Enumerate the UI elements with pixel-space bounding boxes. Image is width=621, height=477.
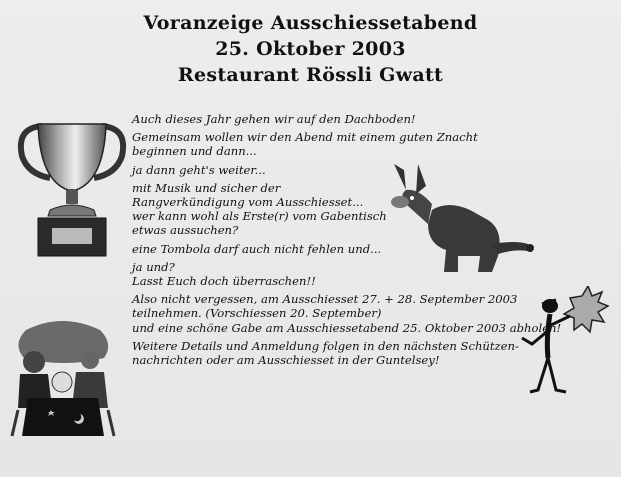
event-venue: Restaurant Rössli Gwatt [177,64,444,86]
text-line: Gemeinsam wollen wir den Abend mit einem guten Znacht [132,130,478,145]
flyer-body [132,112,592,371]
text-line: ja und? [132,259,175,274]
text-line: etwas aussuchen? [132,223,239,238]
paragraph-dinner [132,130,592,158]
text-line: Also nicht vergessen, am Ausschiesset 27. + 28. September 2003 [132,292,518,307]
text-line: Auch dieses Jahr gehen wir auf den Dachboden! [132,112,416,126]
text-line: nachrichten oder am Ausschiesset in der Guntelsey! [132,353,440,368]
text-line: ja dann geht's weiter... [132,162,266,177]
text-line: und eine schöne Gabe am Ausschiessetabend 25. Oktober 2003 abholen! [132,320,562,335]
paragraph-music [132,181,592,238]
paragraph-details [132,339,592,367]
event-title: Voranzeige Ausschiessetabend [143,12,478,34]
paragraph-reminder [132,292,592,335]
text-line: eine Tombola darf auch nicht fehlen und... [132,241,382,256]
text-line: mit Musik und sicher der [132,180,281,195]
text-line: Lasst Euch doch überraschen!! [132,274,316,289]
paragraph-continue [132,163,592,177]
event-date: 25. Oktober 2003 [215,38,406,60]
fortune-teller-icon [4,318,122,438]
trophy-icon [16,118,128,260]
text-line: teilnehmen. (Vorschiessen 20. September) [132,306,382,321]
paragraph-tombola [132,242,592,256]
text-line: Rangverkündigung vom Ausschiesset... [132,195,364,210]
flyer-header [0,10,621,88]
text-line: wer kann wohl als Erste(r) vom Gabentisch [132,209,387,224]
text-line: beginnen und dann... [132,144,257,159]
paragraph-surprise [132,260,592,288]
paragraph-intro [132,112,592,126]
text-line: Weitere Details und Anmeldung folgen in den nächsten Schützen- [132,338,519,353]
